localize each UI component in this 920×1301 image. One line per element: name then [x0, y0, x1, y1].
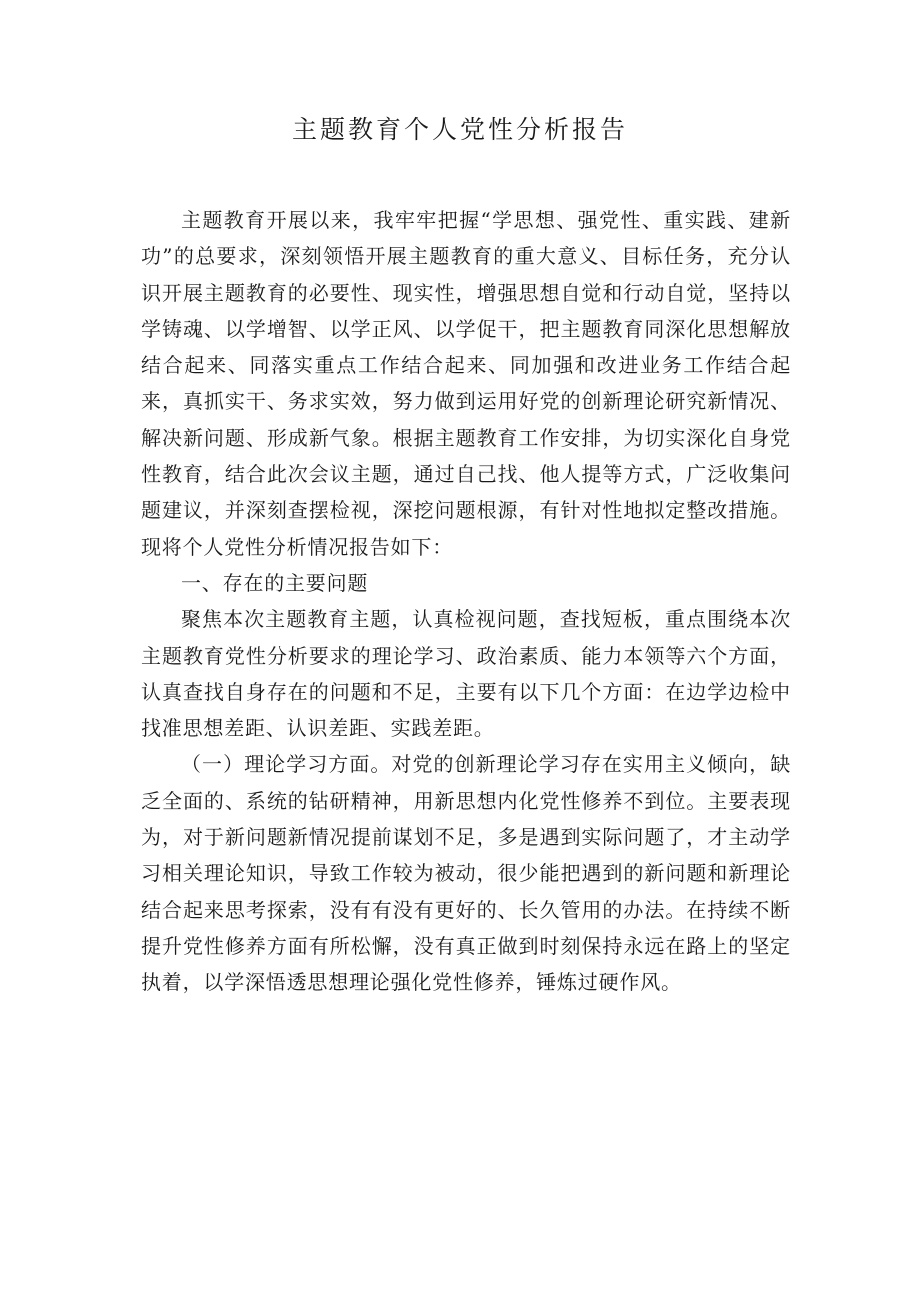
problems-overview-paragraph: 聚焦本次主题教育主题，认真检视问题，查找短板，重点围绕本次主题教育党性分析要求的理论学习、政治素质、能力本领等六个方面，认真查找自身存在的问题和不足，主要有以下几个方面：在边学边检中找准思想差距、认识差距、实践差距。 [141, 607, 791, 741]
intro-paragraph: 主题教育开展以来，我牢牢把握“学思想、强党性、重实践、建新功”的总要求，深刻领悟开展主题教育的重大意义、目标任务，充分认识开展主题教育的必要性、现实性，增强思想自觉和行动自觉，坚持以学铸魂、以学增智、以学正风、以学促干，把主题教育同深化思想解放结合起来、同落实重点工作结合起来、同加强和改进业务工作结合起来，真抓实干、务求实效，努力做到运用好党的创新理论研究新情况、解决新问题、形成新气象。根据主题教育工作安排，为切实深化自身党性教育，结合此次会议主题，通过自己找、他人提等方式，广泛收集问题建议，并深刻查摆检视，深挖问题根源，有针对性地拟定整改措施。现将个人党性分析情况报告如下： [141, 208, 791, 559]
document-body [141, 202, 791, 1001]
document-title: 主题教育个人党性分析报告 [291, 115, 628, 144]
theory-study-paragraph: （一）理论学习方面。对党的创新理论学习存在实用主义倾向，缺乏全面的、系统的钻研精神，用新思想内化党性修养不到位。主要表现为，对于新问题新情况提前谋划不足，多是遇到实际问题了，才主动学习相关理论知识，导致工作较为被动，很少能把遇到的新问题和新理论结合起来思考探索，没有有没有更好的、长久管用的办法。在持续不断提升党性修养方面有所松懈，没有真正做到时刻保持永远在路上的坚定执着，以学深悟透思想理论强化党性修养，锤炼过硬作风。 [141, 752, 791, 995]
section-heading-main-problems: 一、存在的主要问题 [181, 570, 369, 595]
